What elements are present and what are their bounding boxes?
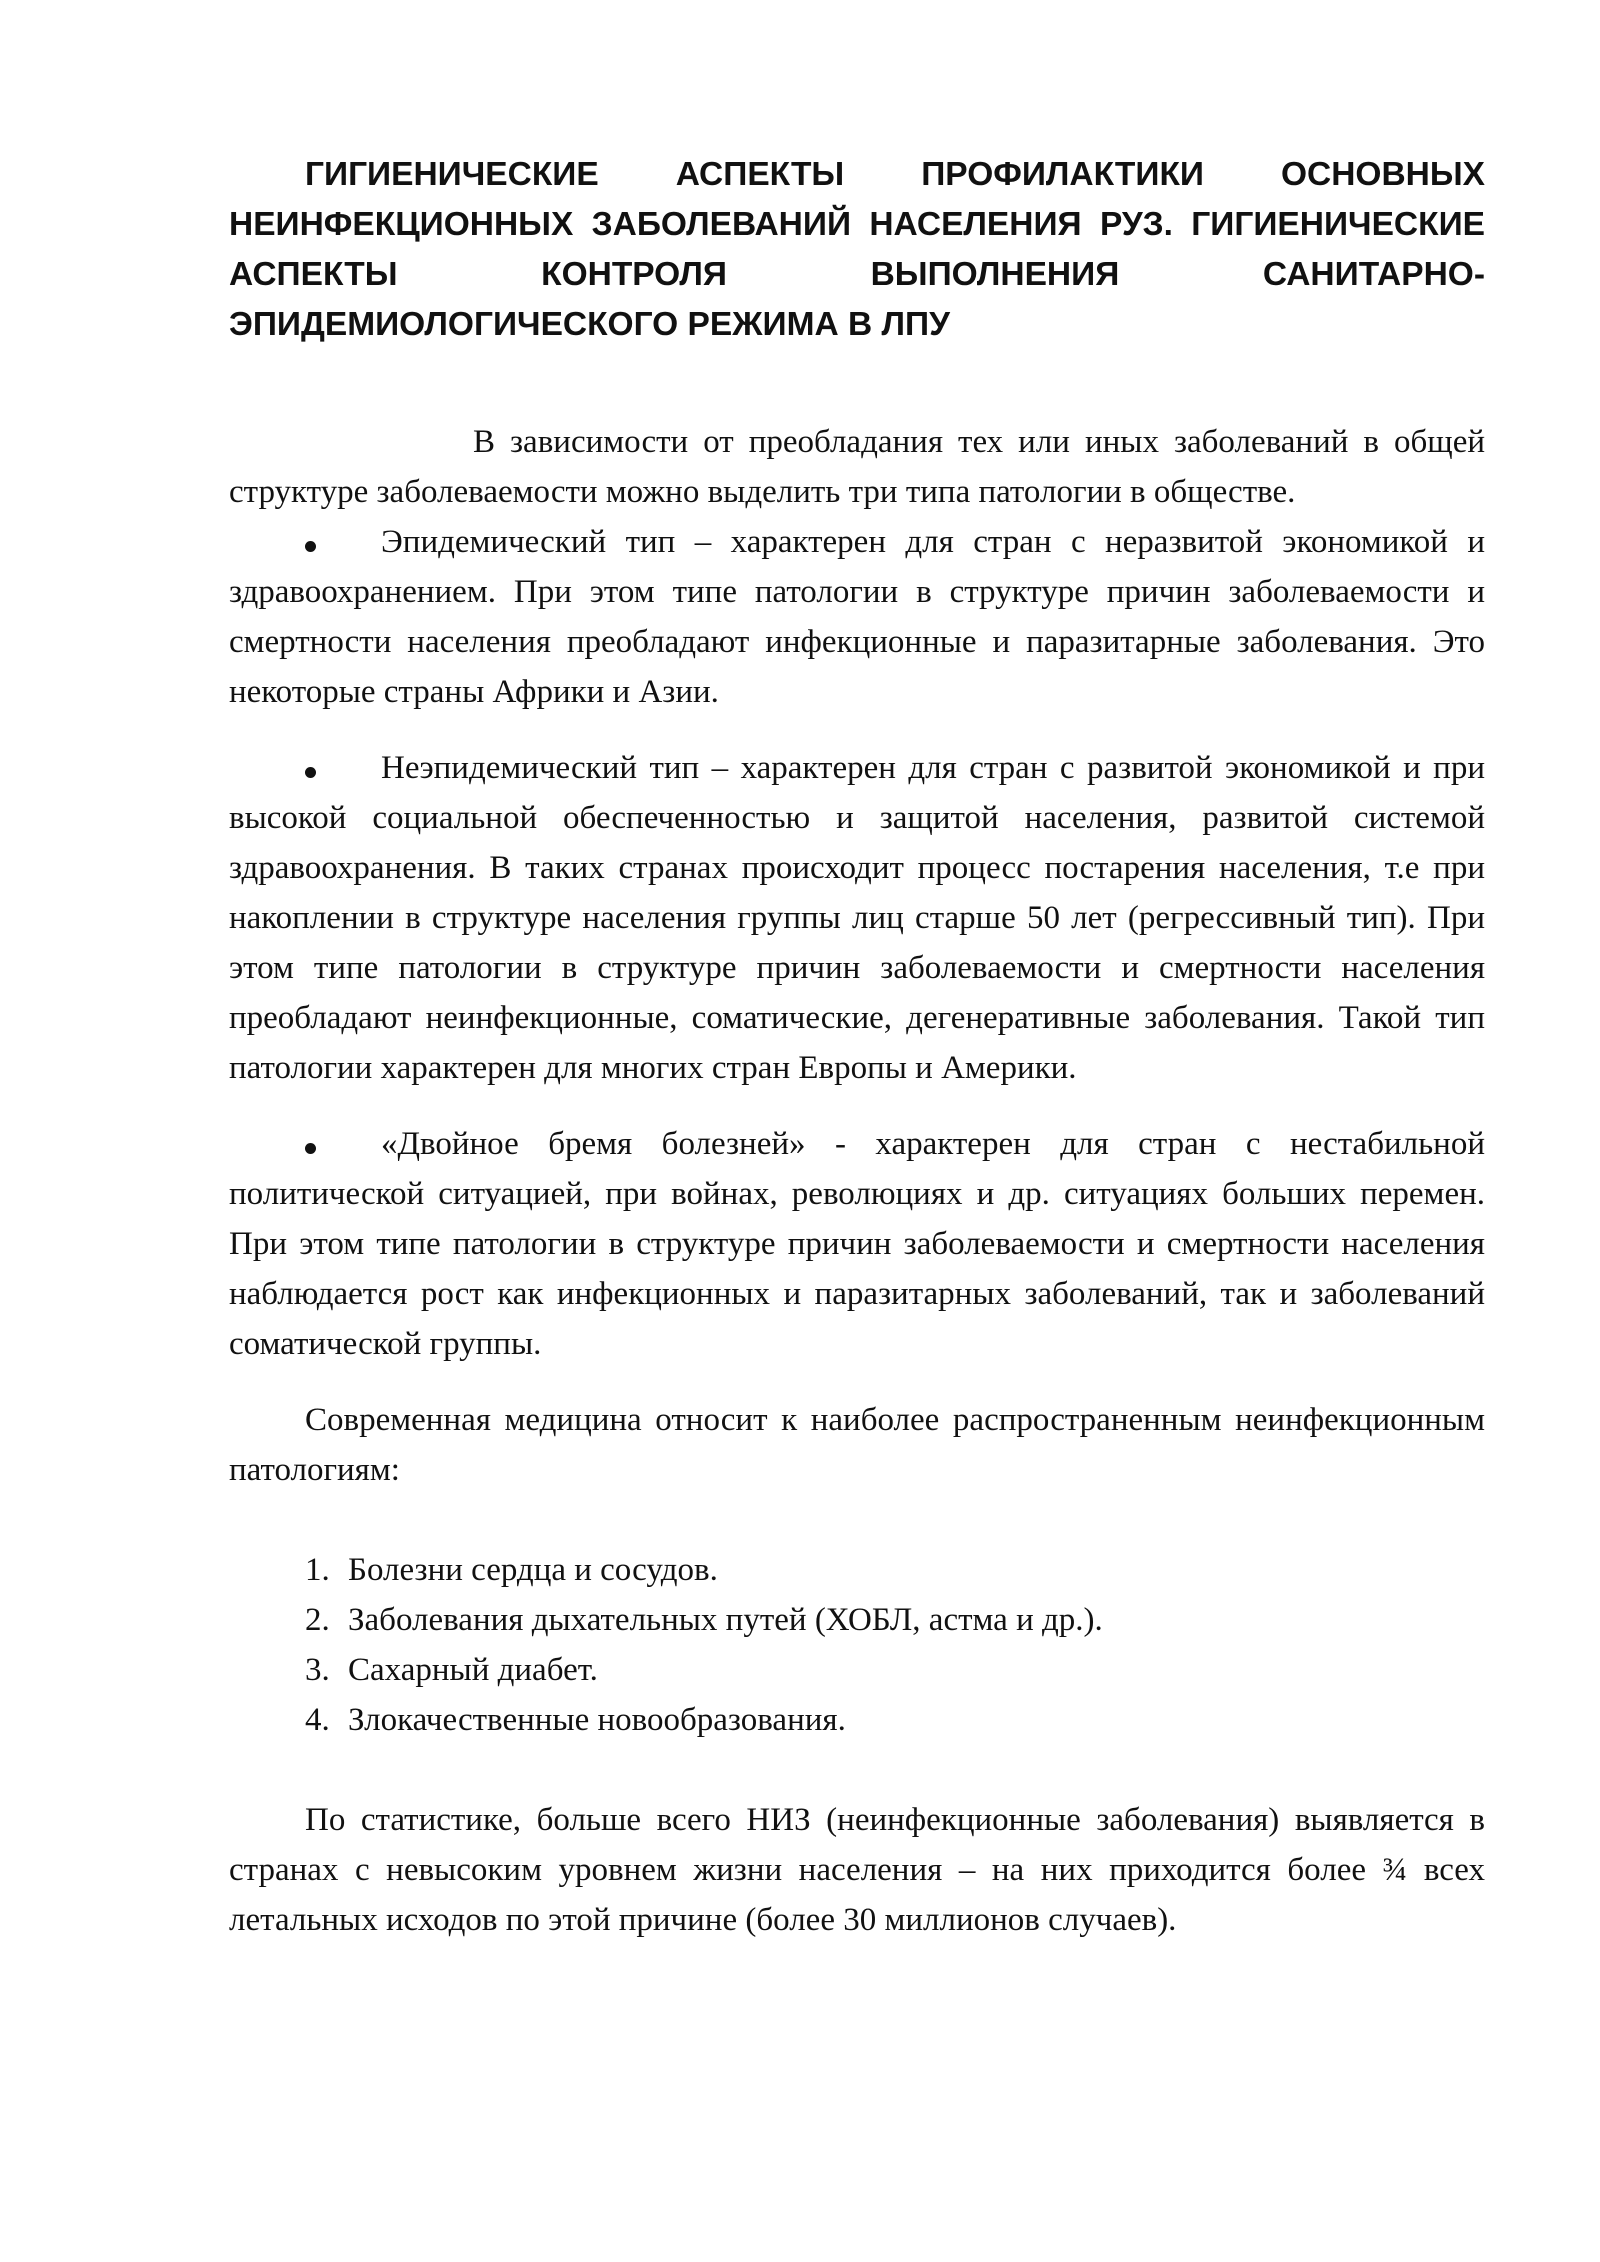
disease-list bbox=[229, 1545, 1485, 1745]
list-number: 1. bbox=[305, 1552, 330, 1588]
modern-medicine-paragraph: Современная медицина относит к наиболее распространенным неинфекционным патологиям: bbox=[229, 1402, 1485, 1488]
bullet-dot-icon bbox=[305, 767, 316, 778]
list-text: Злокачественные новообразования. bbox=[348, 1702, 846, 1738]
bullet-dot-icon bbox=[305, 1143, 316, 1154]
list-text: Заболевания дыхательных путей (ХОБЛ, астма и др.). bbox=[348, 1602, 1103, 1638]
bullet-non-epidemic bbox=[229, 743, 1485, 1093]
list-item bbox=[229, 1695, 1485, 1745]
list-item bbox=[229, 1645, 1485, 1695]
bullet-dot-icon bbox=[305, 541, 316, 552]
intro-paragraph: В зависимости от преобладания тех или иных заболеваний в общей структуре заболеваемости можно выделить три типа патологии в обществе. bbox=[229, 424, 1485, 510]
bullet-text: Неэпидемический тип – характерен для стран с развитой экономикой и при высокой социальной обеспеченностью и защитой населения, развитой системой здравоохранения. В таких странах происходит процесс постарения населения, т.е при накоплении в структуре населения группы лиц старше 50 лет (регрессивный тип). При этом типе патологии в структуре причин заболеваемости и смертности населения преобладают неинфекционные, соматические, дегенеративные заболевания. Такой тип патологии характерен для многих стран Европы и Америки. bbox=[229, 750, 1485, 1086]
list-text: Сахарный диабет. bbox=[348, 1652, 598, 1688]
bullet-text: Эпидемический тип – характерен для стран с неразвитой экономикой и здравоохранением. При этом типе патологии в структуре причин заболеваемости и смертности населения преобладают инфекционные и паразитарные заболевания. Это некоторые страны Африки и Азии. bbox=[229, 524, 1485, 710]
list-number: 4. bbox=[305, 1702, 330, 1738]
document-title: ГИГИЕНИЧЕСКИЕ АСПЕКТЫ ПРОФИЛАКТИКИ ОСНОВНЫХ НЕИНФЕКЦИОННЫХ ЗАБОЛЕВАНИЙ НАСЕЛЕНИЯ РУЗ. ГИГИЕНИЧЕСКИЕ АСПЕКТЫ КОНТРОЛЯ ВЫПОЛНЕНИЯ САНИТАРНО- ЭПИДЕМИОЛОГИЧЕСКОГО РЕЖИМА В ЛПУ bbox=[229, 156, 1485, 343]
list-number: 2. bbox=[305, 1602, 330, 1638]
list-text: Болезни сердца и сосудов. bbox=[348, 1552, 718, 1588]
list-number: 3. bbox=[305, 1652, 330, 1688]
bullet-epidemic bbox=[229, 517, 1485, 717]
statistics-paragraph: По статистике, больше всего НИЗ (неинфекционные заболевания) выявляется в странах с невысоким уровнем жизни населения – на них приходится более ¾ всех летальных исходов по этой причине (более 30 миллионов случаев). bbox=[229, 1802, 1485, 1938]
list-item bbox=[229, 1595, 1485, 1645]
list-item bbox=[229, 1545, 1485, 1595]
bullet-double-burden bbox=[229, 1119, 1485, 1369]
bullet-text: «Двойное бремя болезней» - характерен для стран с нестабильной политической ситуацией, при войнах, революциях и др. ситуациях больших перемен. При этом типе патологии в структуре причин заболеваемости и смертности населения наблюдается рост как инфекционных и паразитарных заболеваний, так и заболеваний соматической группы. bbox=[229, 1126, 1485, 1362]
document-page bbox=[229, 150, 1485, 1945]
